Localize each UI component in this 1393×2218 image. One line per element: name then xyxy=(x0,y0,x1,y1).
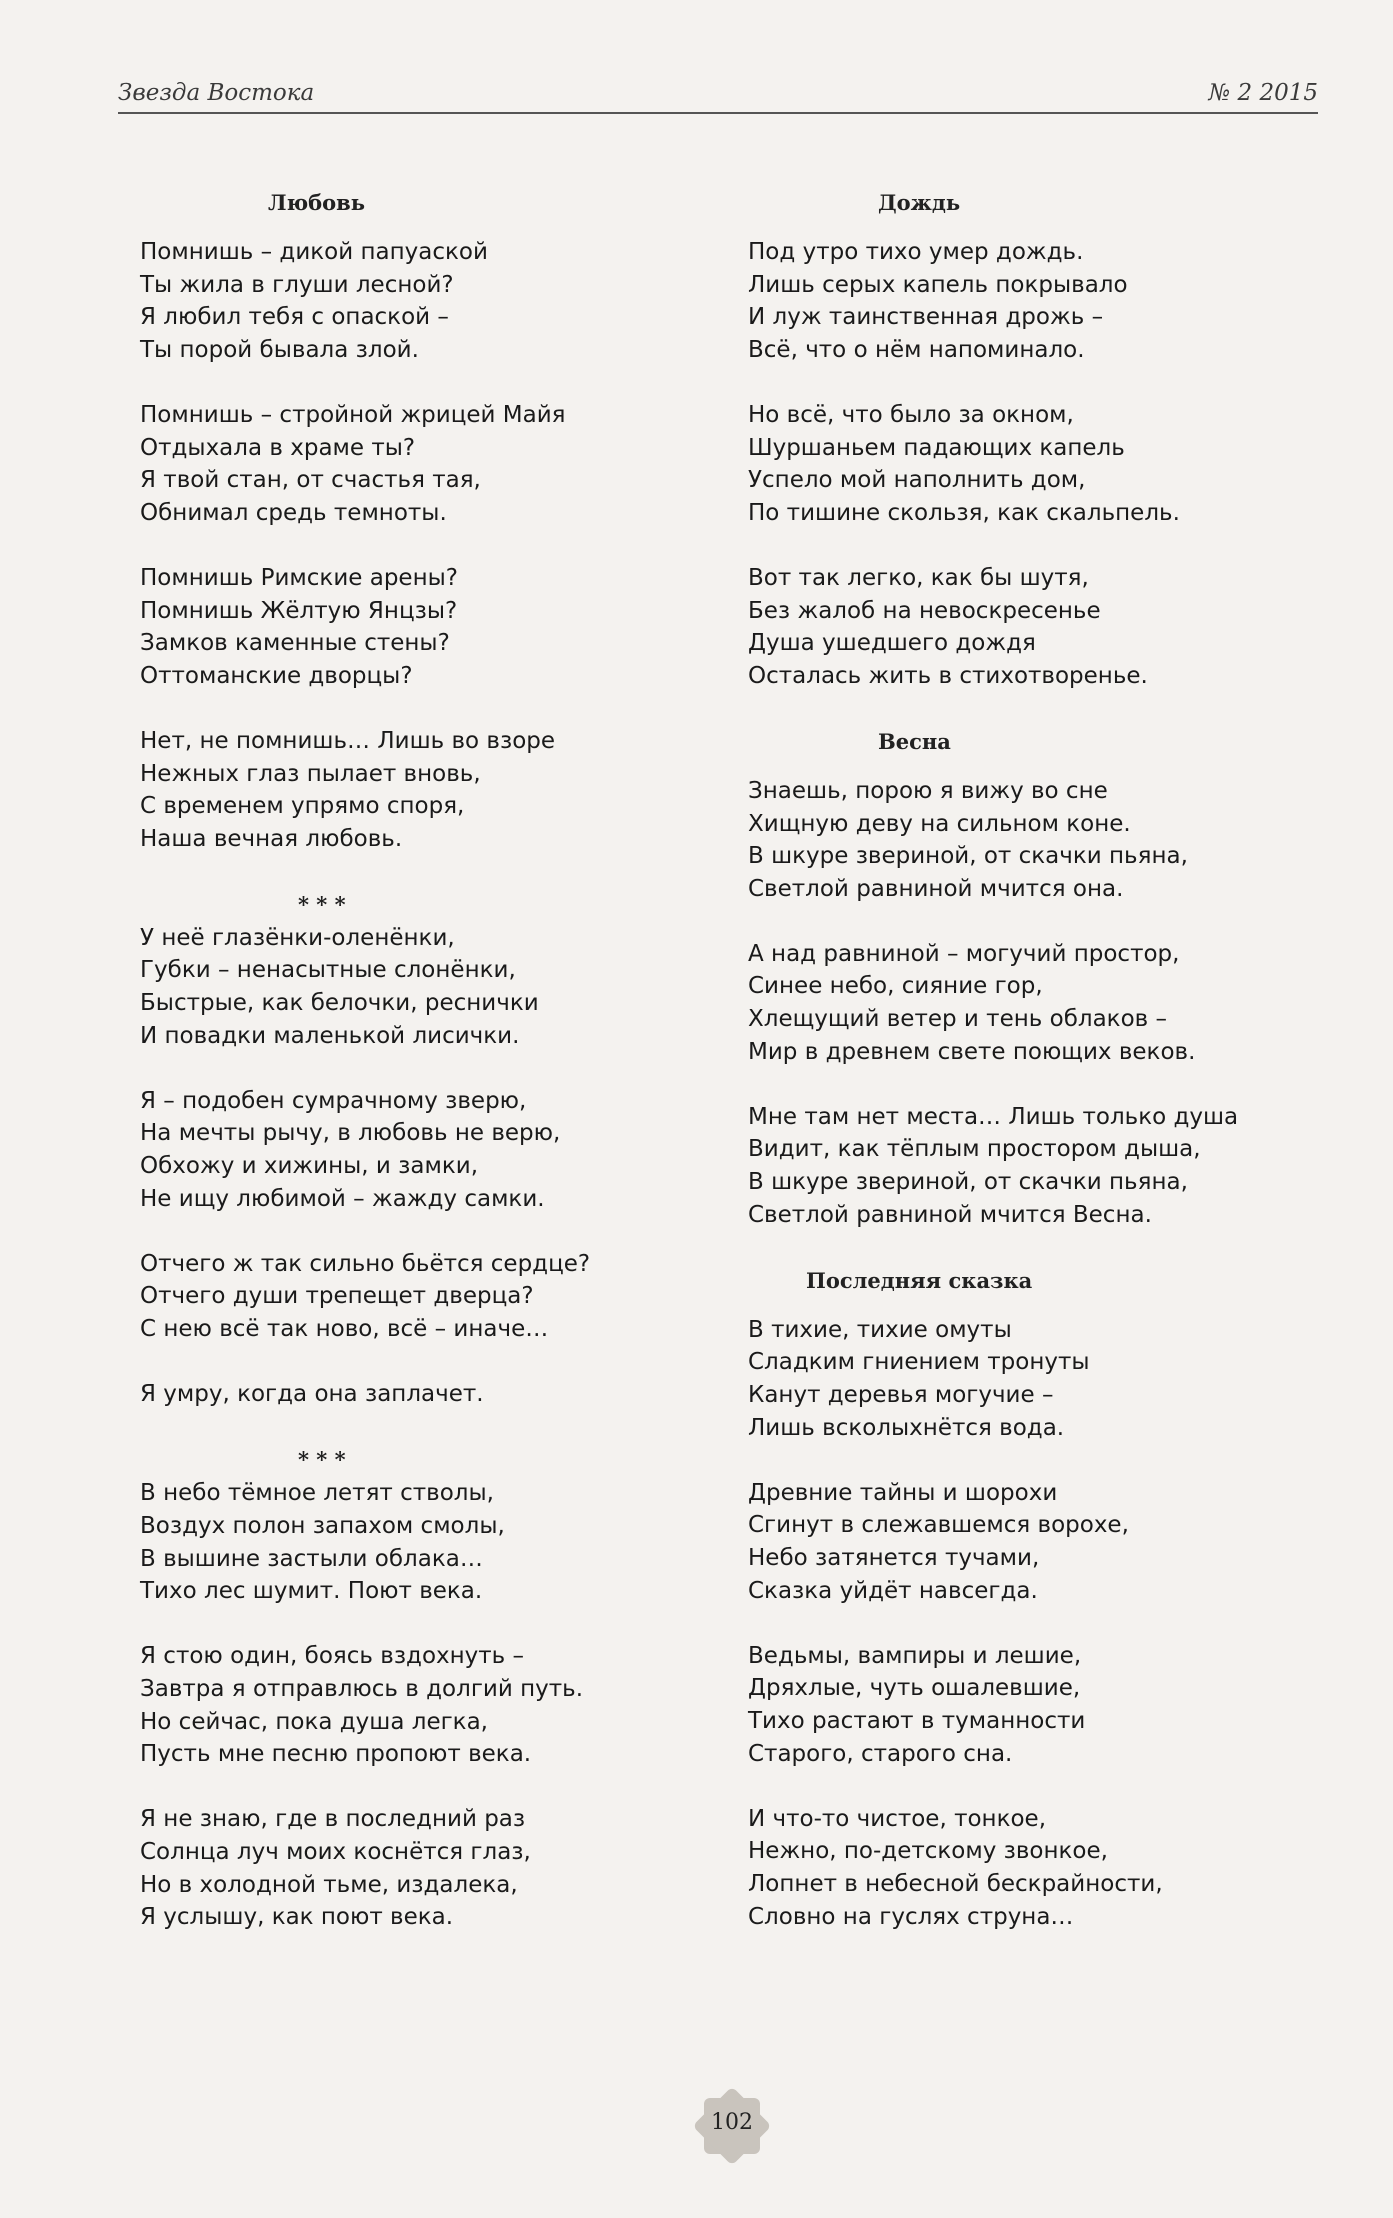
verse-line: Небо затянется тучами, xyxy=(748,1544,1040,1571)
verse-line: Осталась жить в стихотворенье. xyxy=(748,662,1148,689)
page-number-badge xyxy=(694,2098,774,2154)
stanza xyxy=(140,1378,700,1411)
stanza xyxy=(140,1803,700,1933)
verse-line: Я услышу, как поют века. xyxy=(140,1904,454,1931)
verse-line: Помнишь Жёлтую Янцзы? xyxy=(140,597,458,624)
verse-line: Шуршаньем падающих капель xyxy=(748,434,1125,461)
verse-line: Нежных глаз пылает вновь, xyxy=(140,760,481,787)
verse-line: Ты жила в глуши лесной? xyxy=(140,271,454,298)
verse-line: Нежно, по-детскому звонкое, xyxy=(748,1838,1108,1865)
verse-line: Сказка уйдёт навсегда. xyxy=(748,1577,1038,1604)
stanza xyxy=(748,1314,1308,1444)
verse-line: Душа ушедшего дождя xyxy=(748,630,1036,657)
stanza xyxy=(748,562,1308,692)
stanza xyxy=(748,1101,1308,1231)
verse-line: У неё глазёнки-оленёнки, xyxy=(140,924,455,951)
verse-line: Хищную деву на сильном коне. xyxy=(748,810,1131,837)
verse-line: Лишь серых капель покрывало xyxy=(748,271,1128,298)
verse-line: Пусть мне песню пропоют века. xyxy=(140,1741,532,1768)
verse-line: С временем упрямо споря, xyxy=(140,793,465,820)
verse-line: А над равниной – могучий простор, xyxy=(748,940,1180,967)
stanza xyxy=(748,1477,1308,1607)
verse-line: Быстрые, как белочки, реснички xyxy=(140,990,539,1017)
verse-line: Я стою один, боясь вздохнуть – xyxy=(140,1643,525,1670)
verse-line: Помнишь Римские арены? xyxy=(140,564,458,591)
verse-line: Нет, не помнишь… Лишь во взоре xyxy=(140,727,556,754)
verse-line: Но всё, что было за окном, xyxy=(748,401,1074,428)
header-divider xyxy=(118,112,1318,114)
verse-line: Светлой равниной мчится Весна. xyxy=(748,1201,1152,1228)
verse-line: Но в холодной тьме, издалека, xyxy=(140,1871,518,1898)
section-separator: * * * xyxy=(298,891,346,917)
verse-line: Отчего ж так сильно бьётся сердце? xyxy=(140,1250,591,1277)
stanza xyxy=(748,938,1308,1068)
issue-number: № 2 2015 xyxy=(1208,80,1318,106)
verse-line: Канут деревья могучие – xyxy=(748,1382,1054,1408)
verse-line: Старого, старого сна. xyxy=(748,1740,1013,1767)
verse-line: Я любил тебя с опаской – xyxy=(140,304,449,331)
verse-line: Не ищу любимой – жажду самки. xyxy=(140,1185,545,1212)
verse-line: Солнца луч моих коснётся глаз, xyxy=(140,1838,531,1865)
verse-line: В шкуре звериной, от скачки пьяна, xyxy=(748,1169,1188,1196)
verse-line: Успело мой наполнить дом, xyxy=(748,467,1086,494)
verse-line: И что-то чистое, тонкое, xyxy=(748,1805,1047,1832)
verse-line: Тихо растают в туманности xyxy=(748,1707,1086,1734)
verse-line: Наша вечная любовь. xyxy=(140,825,403,852)
verse-line: Тихо лес шумит. Поют века. xyxy=(140,1578,483,1605)
verse-line: Отчего души трепещет дверца? xyxy=(140,1283,534,1310)
verse-line: Я умру, когда она заплачет. xyxy=(140,1381,484,1408)
stanza xyxy=(140,1640,700,1770)
running-header xyxy=(118,80,1318,110)
verse-line: Замков каменные стены? xyxy=(140,630,450,657)
stanza xyxy=(140,236,700,366)
verse-line: И луж таинственная дрожь – xyxy=(748,304,1104,331)
verse-line: Я не знаю, где в последний раз xyxy=(140,1806,526,1833)
stanza xyxy=(140,1248,700,1346)
verse-line: Отдыхала в храме ты? xyxy=(140,434,416,461)
verse-line: Обнимал средь темноты. xyxy=(140,499,447,526)
verse-line: Мне там нет места… Лишь только душа xyxy=(748,1103,1239,1130)
verse-line: Я – подобен сумрачному зверю, xyxy=(140,1087,527,1114)
verse-line: Губки – ненасытные слонёнки, xyxy=(140,957,516,984)
stanza xyxy=(748,1803,1308,1933)
poem-title-poslednyaya-skazka: Последняя сказка xyxy=(806,1267,1033,1293)
verse-line: И повадки маленькой лисички. xyxy=(140,1022,520,1049)
verse-line: На мечты рычу, в любовь не верю, xyxy=(140,1120,561,1147)
verse-line: Всё, что о нём напоминало. xyxy=(748,336,1085,363)
verse-line: Завтра я отправлюсь в долгий путь. xyxy=(140,1675,584,1702)
stanza xyxy=(748,775,1308,905)
stanza xyxy=(140,1085,700,1215)
verse-line: Ведьмы, вампиры и лешие, xyxy=(748,1642,1082,1669)
stanza xyxy=(748,1640,1308,1770)
verse-line: Хлещущий ветер и тень облаков – xyxy=(748,1006,1168,1033)
stanza xyxy=(140,399,700,529)
verse-line: Я твой стан, от счастья тая, xyxy=(140,467,481,494)
verse-line: Сгинут в слежавшемся ворохе, xyxy=(748,1512,1129,1539)
poem-title-vesna: Весна xyxy=(878,728,951,754)
verse-line: Помнишь – стройной жрицей Майя xyxy=(140,401,566,428)
poem-title-dozhd: Дождь xyxy=(878,190,961,215)
section-separator: * * * xyxy=(298,1447,346,1473)
verse-line: С нею всё так ново, всё – иначе… xyxy=(140,1316,549,1342)
verse-line: Сладким гниением тронуты xyxy=(748,1349,1090,1376)
verse-line: Под утро тихо умер дождь. xyxy=(748,239,1084,265)
stanza xyxy=(748,236,1308,366)
page-number: 102 xyxy=(711,2110,753,2135)
verse-line: Словно на гуслях струна… xyxy=(748,1903,1074,1930)
verse-line: Видит, как тёплым простором дыша, xyxy=(748,1136,1201,1163)
verse-line: Лопнет в небесной бескрайности, xyxy=(748,1870,1163,1897)
verse-line: Ты порой бывала злой. xyxy=(140,336,419,363)
verse-line: В тихие, тихие омуты xyxy=(748,1316,1012,1343)
verse-line: В вышине застыли облака… xyxy=(140,1545,483,1572)
verse-line: Но сейчас, пока душа легка, xyxy=(140,1708,488,1735)
verse-line: Светлой равниной мчится она. xyxy=(748,875,1124,902)
stanza xyxy=(140,562,700,692)
verse-line: Вот так легко, как бы шутя, xyxy=(748,564,1089,591)
right-column xyxy=(748,186,1308,1933)
verse-line: Воздух полон запахом смолы, xyxy=(140,1512,505,1539)
verse-line: Синее небо, сияние гор, xyxy=(748,973,1043,1000)
verse-line: Без жалоб на невоскресенье xyxy=(748,597,1101,624)
poem-title-lyubov: Любовь xyxy=(268,190,365,215)
verse-line: Дряхлые, чуть ошалевшие, xyxy=(748,1675,1081,1702)
verse-line: В небо тёмное летят стволы, xyxy=(140,1480,494,1507)
stanza xyxy=(140,922,700,1052)
verse-line: Оттоманские дворцы? xyxy=(140,662,413,689)
verse-line: По тишине скользя, как скальпель. xyxy=(748,499,1180,526)
stanza xyxy=(140,1477,700,1607)
verse-line: Помнишь – дикой папуаской xyxy=(140,239,488,265)
verse-line: Мир в древнем свете поющих веков. xyxy=(748,1038,1196,1065)
journal-name: Звезда Востока xyxy=(118,80,315,106)
stanza xyxy=(140,725,700,855)
stanza xyxy=(748,399,1308,529)
verse-line: Древние тайны и шорохи xyxy=(748,1479,1058,1506)
verse-line: В шкуре звериной, от скачки пьяна, xyxy=(748,843,1188,870)
verse-line: Обхожу и хижины, и замки, xyxy=(140,1153,479,1180)
verse-line: Знаешь, порою я вижу во сне xyxy=(748,777,1108,804)
left-column xyxy=(140,186,700,1934)
verse-line: Лишь всколыхнётся вода. xyxy=(748,1414,1065,1441)
